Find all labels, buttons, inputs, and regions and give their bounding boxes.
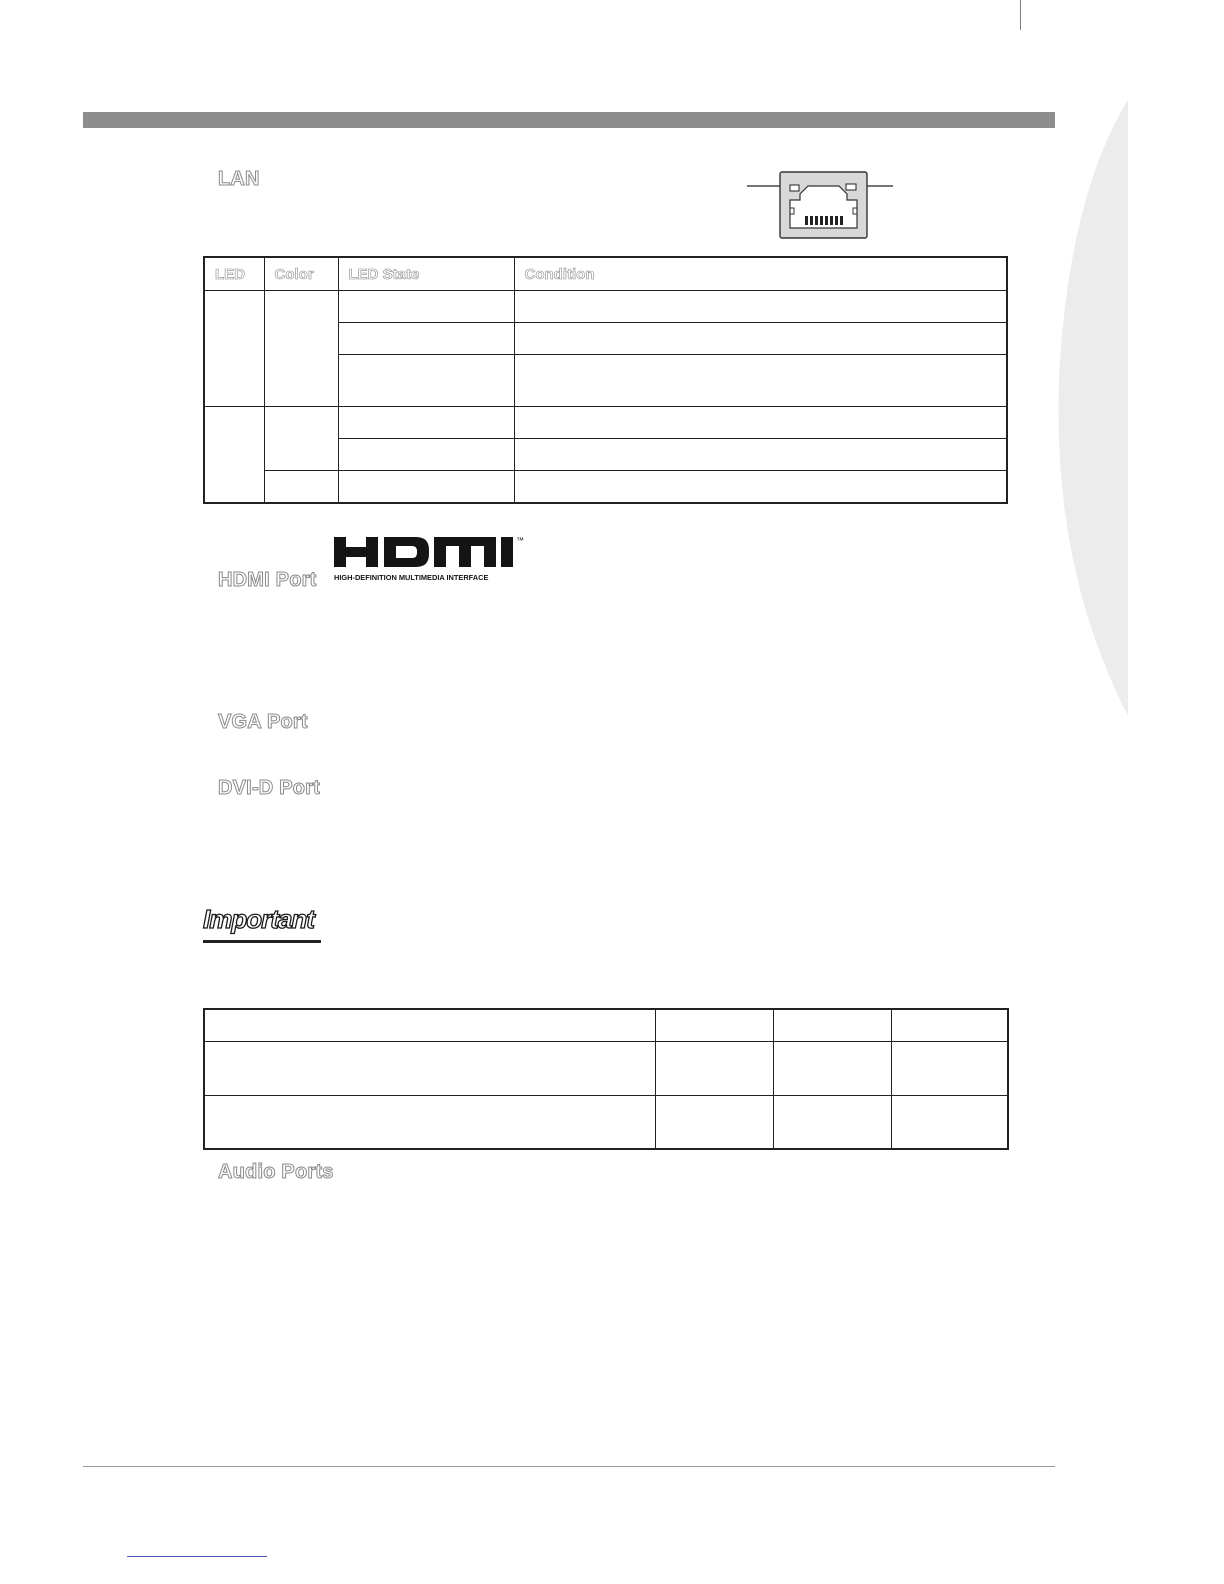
table-cell <box>204 407 264 503</box>
lan-port-diagram <box>745 170 895 242</box>
table-cell <box>338 323 514 355</box>
table-row <box>204 471 1007 503</box>
important-label: Important <box>203 904 314 934</box>
vga-heading: VGA Port <box>218 711 308 733</box>
table-cell <box>204 1009 655 1041</box>
table-row <box>204 291 1007 323</box>
hdmi-tagline: HIGH-DEFINITION MULTIMEDIA INTERFACE <box>334 573 489 582</box>
table-cell <box>264 407 338 471</box>
table-cell <box>891 1095 1008 1149</box>
table-row <box>204 1041 1008 1095</box>
lan-led-table <box>203 256 1008 504</box>
table-cell <box>514 407 1007 439</box>
table-cell <box>338 407 514 439</box>
important-underline <box>203 940 321 943</box>
footer-rule <box>83 1466 1055 1467</box>
table-cell <box>514 471 1007 503</box>
table-cell <box>338 471 514 503</box>
display-output-table <box>203 1008 1009 1150</box>
table-cell <box>773 1009 891 1041</box>
table-row <box>204 407 1007 439</box>
table-cell <box>891 1041 1008 1095</box>
table-cell <box>655 1041 773 1095</box>
footer-link-underline[interactable] <box>127 1556 267 1557</box>
table-cell <box>514 439 1007 471</box>
table-cell <box>773 1095 891 1149</box>
table-cell <box>338 291 514 323</box>
hdmi-logo <box>332 532 532 588</box>
table-cell <box>338 355 514 407</box>
table-cell <box>264 471 338 503</box>
table-cell <box>655 1009 773 1041</box>
table-cell <box>338 439 514 471</box>
table-cell <box>204 1095 655 1149</box>
header-bar <box>83 112 1055 128</box>
audio-heading: Audio Ports <box>218 1161 334 1183</box>
table-cell <box>773 1041 891 1095</box>
table-cell <box>514 323 1007 355</box>
header-color: Color <box>264 257 338 291</box>
header-led-state: LED State <box>338 257 514 291</box>
table-cell <box>514 355 1007 407</box>
table-cell <box>264 291 338 407</box>
hdmi-heading: HDMI Port <box>218 569 317 591</box>
table-cell <box>891 1009 1008 1041</box>
chapter-side-tab <box>1058 100 1224 716</box>
table-header-row <box>204 257 1007 291</box>
table-cell <box>204 291 264 407</box>
dvid-heading: DVI-D Port <box>218 777 320 799</box>
header-led: LED <box>204 257 264 291</box>
corner-mark <box>1020 0 1021 30</box>
header-condition: Condition <box>514 257 1007 291</box>
table-cell <box>655 1095 773 1149</box>
table-cell <box>204 1041 655 1095</box>
table-row <box>204 1095 1008 1149</box>
lan-heading: LAN <box>218 168 260 190</box>
hdmi-tm: ™ <box>516 536 524 545</box>
table-row <box>204 1009 1008 1041</box>
table-cell <box>514 291 1007 323</box>
